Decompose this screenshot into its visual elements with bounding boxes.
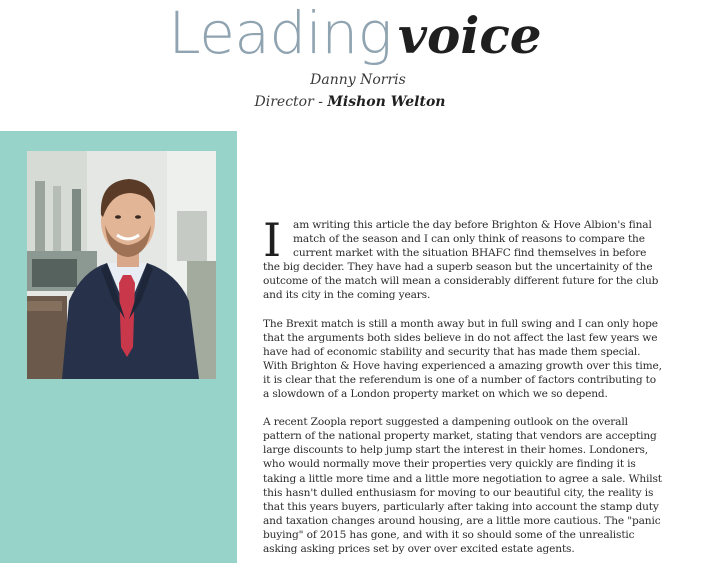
paragraph-1-text: am writing this article the day before Brighton & Hove Albion's final match of the season and I can only think of reasons to compare the current market with the situation BHAFC find themselves in before the big decider. They have had a superb season but the uncertainity of the outcome of the match will mean a considerably different future for the club and its city in the coming years. bbox=[263, 219, 659, 302]
company-name: Mishon Welton bbox=[327, 94, 446, 110]
article-paragraph-3: A recent Zoopla report suggested a dampening outlook on the overall pattern of the national property market, stating that vendors are accepting large discounts to help jump start the interest in their homes. Londoners, who would normally move their properties very quickly are finding it is taking a little more time and a little more negotiation to agree a sale. Whilst this hasn't dulled enthusiasm for moving to our beautiful city, the reality is that this years buyers, particularly after taking into account the stamp duty and taxation changes around housing, are a little more cautious. The "panic buying" of 2015 has gone, and with it so should some of the unrealistic asking asking prices set by over over excited estate agents. bbox=[263, 416, 662, 555]
headline-bold-word: voice bbox=[397, 6, 542, 65]
headline-light-word: Leading bbox=[168, 0, 392, 67]
author-photo bbox=[27, 151, 216, 379]
article-body bbox=[263, 213, 663, 570]
drop-cap: I bbox=[263, 213, 282, 267]
article-paragraph-2: The Brexit match is still a month away but in full swing and I can only hope that the arguments both sides believe in do not affect the last few years we have had of economic stability and security that has made them special. With Brighton & Hove having experienced a amazing growth over this time, it is clear that the referendum is one of a number of factors contributing to a slowdown of a London property market on which we so depend. bbox=[263, 317, 662, 401]
headline bbox=[0, 0, 710, 67]
author-name: Danny Norris bbox=[310, 72, 406, 88]
author-role-prefix: Director - bbox=[254, 94, 328, 110]
article-paragraph-1 bbox=[263, 213, 663, 303]
author-role bbox=[0, 95, 705, 109]
